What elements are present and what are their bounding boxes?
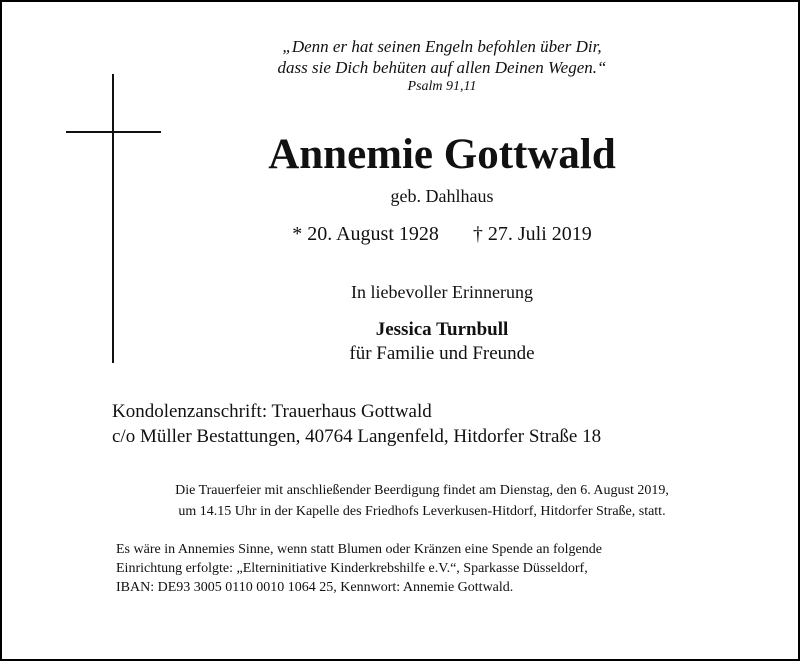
signer-name: Jessica Turnbull [375,319,509,340]
quote-reference: Psalm 91,11 [407,79,477,94]
cross-icon-bar [66,131,161,133]
birth-date: * 20. August 1928 [292,223,439,245]
condolence-address [112,399,772,449]
quote-line-2: dass sie Dich behüten auf allen Deinen Wegen.“ [277,58,607,77]
life-dates [202,221,682,247]
death-date: † 27. Juli 2019 [472,223,592,245]
funeral-line-1: Die Trauerfeier mit anschließender Beerdigung findet am Dienstag, den 6. August 2019, [175,483,669,498]
condolence-line-1: Kondolenzanschrift: Trauerhaus Gottwald [112,401,432,422]
bible-quote [202,36,682,96]
donation-line-3: IBAN: DE93 3005 0110 0010 1064 25, Kennwort: Annemie Gottwald. [116,580,514,595]
quote-line-1: „Denn er hat seinen Engeln befohlen über Dir, [282,37,602,56]
deceased-name: Annemie Gottwald [268,131,616,178]
donation-line-1: Es wäre in Annemies Sinne, wenn statt Blumen oder Kränzen eine Spende an folgende [116,542,602,557]
signer-note: für Familie und Freunde [349,343,535,364]
condolence-line-2: c/o Müller Bestattungen, 40764 Langenfeld, Hitdorfer Straße 18 [112,426,602,447]
cross-icon [112,74,114,363]
donation-notice [116,540,756,597]
memorial-phrase: In liebevoller Erinnerung [351,282,533,302]
funeral-notice [102,480,742,522]
funeral-line-2: um 14.15 Uhr in der Kapelle des Friedhofs Leverkusen-Hitdorf, Hitdorfer Straße, statt. [178,504,666,519]
birth-name: geb. Dahlhaus [390,186,494,206]
donation-line-2: Einrichtung erfolgte: „Elterninitiative Kinderkrebshilfe e.V.“, Sparkasse Düsseldorf, [116,561,588,576]
